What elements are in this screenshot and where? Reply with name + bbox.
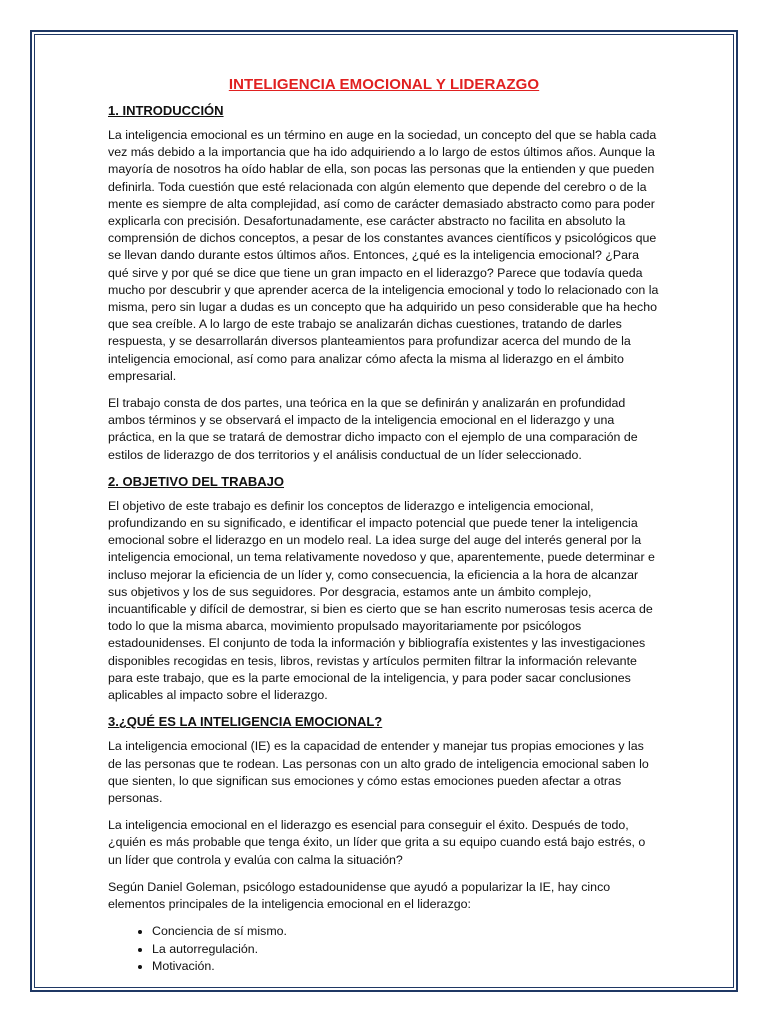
document-body [108,76,660,975]
paragraph: Según Daniel Goleman, psicólogo estadounidense que ayudó a popularizar la IE, hay cinco elementos principales de la inteligencia emocional en el liderazgo: [108,879,611,911]
paragraph: La inteligencia emocional (IE) es la capacidad de entender y manejar tus propias emociones y las de las personas que te rodean. Las personas con un alto grado de inteligencia emocional saben lo que sienten, lo que significan sus emociones y cómo estas emociones pueden afectar a otras personas. [108,739,649,805]
document-title: INTELIGENCIA EMOCIONAL Y LIDERAZGO [228,76,540,93]
section-heading-objetivo: 2. OBJETIVO DEL TRABAJO [108,473,285,489]
paragraph: El objetivo de este trabajo es definir los conceptos de liderazgo e inteligencia emocional, profundizando en su significado, e identificar el impacto potencial que puede tener la inteligencia emocional sobre el liderazgo en un modelo real. La idea surge del auge del interés general por la inteligencia emocional, un tema relativamente novedoso y que, aparentemente, puede determinar e incluso mejorar la eficiencia de un líder y, como consecuencia, la eficiencia a la hora de alcanzar sus objetivos y los de sus seguidores. Por desgracia, estamos ante un ámbito complejo, incuantificable y difícil de demostrar, si bien es cierto que se han escrito numerosas tesis acerca de todo lo que la misma abarca, movimiento propulsado mayoritariamente por psicólogos estadounidenses. El conjunto de toda la información y bibliografía existentes y las investigaciones disponibles recogidas en tesis, libros, revistas y artículos permiten filtrar la información relevante para este trabajo, que es la parte emocional de la inteligencia, y para poder sacar conclusiones aplicables al impacto sobre el liderazgo. [108,498,655,703]
section-heading-que-es-ie: 3.¿QUÉ ES LA INTELIGENCIA EMOCIONAL? [108,714,383,730]
list-item: • La autorregulación. [152,941,660,958]
paragraph: La inteligencia emocional es un término en auge en la sociedad, un concepto del que se habla cada vez más debido a la importancia que ha ido adquiriendo a lo largo de estos últimos años. Aunque la mayoría de nosotros ha oído hablar de ella, son pocas las personas que la entienden y que pueden definirla. Toda cuestión que esté relacionada con algún elemento que depende del cerebro o de la mente es siempre de alta complejidad, así como de carácter demasiado abstracto como para poder explicarla con precisión. Desafortunadamente, ese carácter abstracto no facilita en absoluto la comprensión de dichos conceptos, a pesar de los constantes avances científicos y psicológicos que se llevan dando durante estos últimos años. Entonces, ¿qué es la inteligencia emocional? ¿Para qué sirve y por qué se dice que tiene un gran impacto en el liderazgo? Parece que todavía queda mucho por descubrir y que aprender acerca de la inteligencia emocional y todo lo relacionado con la misma, pero sin lugar a dudas es un concepto que ha adquirido un peso considerable que ha hecho que sea creíble. A lo largo de este trabajo se analizarán dichas cuestiones, tratando de darles respuesta, y se desarrollarán diversos planteamientos para profundizar acerca del mundo de la inteligencia emocional, así como para analizar cómo afecta la misma al liderazgo en el ámbito empresarial. [108,128,659,383]
section-heading-introduccion: 1. INTRODUCCIÓN [108,103,224,118]
list-item: • Conciencia de sí mismo. [152,923,660,940]
paragraph: El trabajo consta de dos partes, una teórica en la que se definirán y analizarán en profundidad ambos términos y se observará el impacto de la inteligencia emocional en el liderazgo y una práctica, en la que se tratará de demostrar dicho impacto con el ejemplo de una comparación de estilos de liderazgo de dos territorios y el análisis conductual de un líder seleccionado. [108,396,638,462]
bullet-list [108,923,660,975]
paragraph: La inteligencia emocional en el liderazgo es esencial para conseguir el éxito. Después de todo, ¿quién es más probable que tenga éxito, un líder que grita a su equipo cuando está bajo estrés, o un líder que controla y evalúa con calma la situación? [108,818,646,867]
list-item: • Motivación. [152,958,660,975]
